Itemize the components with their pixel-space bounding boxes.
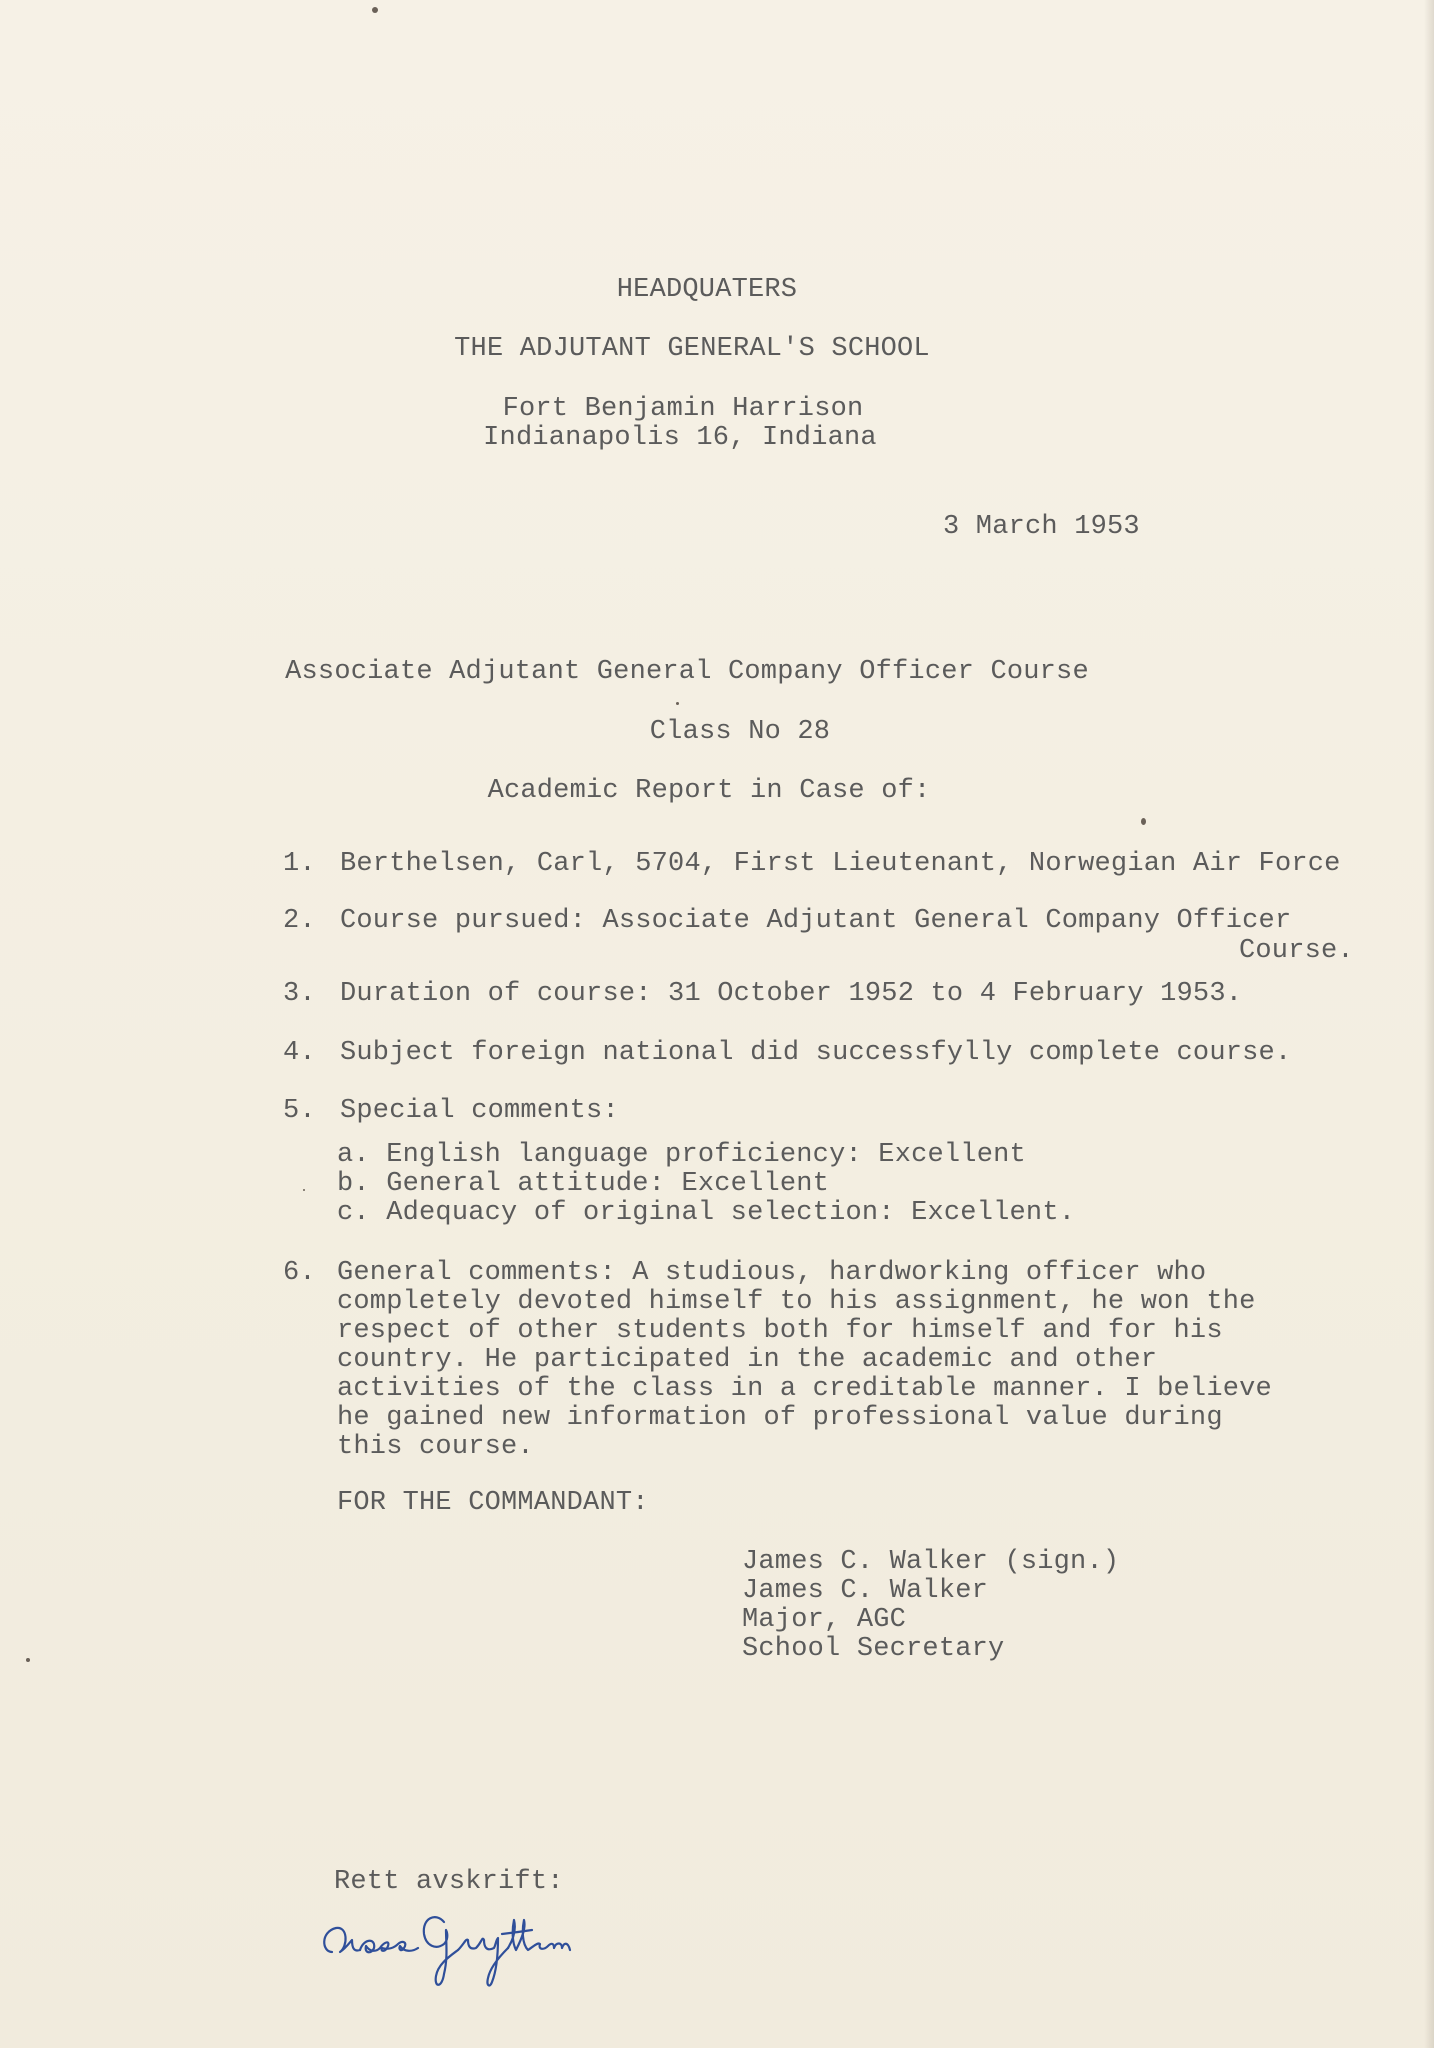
- item-number: 3.: [283, 979, 316, 1009]
- closing-line: FOR THE COMMANDANT:: [337, 1488, 649, 1518]
- signature-block-line: James C. Walker (sign.): [742, 1547, 1120, 1577]
- certification-label: Rett avskrift:: [334, 1867, 564, 1897]
- class-number: Class No 28: [649, 717, 831, 747]
- signature-block-line: School Secretary: [742, 1634, 1005, 1664]
- item-number: 1.: [283, 849, 316, 879]
- report-heading: Academic Report in Case of:: [487, 776, 931, 806]
- item-text: Subject foreign national did successfylly complete course.: [340, 1038, 1292, 1068]
- item-text: Duration of course: 31 October 1952 to 4 February 1953.: [340, 979, 1243, 1009]
- document-date: 3 March 1953: [943, 512, 1140, 542]
- item-text-continued: Course.: [1239, 936, 1354, 966]
- header-headquarters: HEADQUATERS: [616, 275, 798, 305]
- signature-block-line: James C. Walker: [742, 1576, 989, 1606]
- paper-speck: [26, 1658, 30, 1662]
- signature-block-line: Major, AGC: [742, 1605, 907, 1635]
- item-text: Special comments:: [340, 1096, 619, 1126]
- page-edge-shadow: [1424, 0, 1434, 2048]
- course-title: Associate Adjutant General Company Officer Course: [285, 657, 1089, 687]
- header-fort: Fort Benjamin Harrison: [502, 394, 864, 424]
- general-comments-line: General comments: A studious, hardworking officer who: [337, 1258, 1207, 1288]
- general-comments-line: completely devoted himself to his assignment, he won the: [337, 1287, 1256, 1317]
- paper-speck: [303, 1189, 305, 1191]
- header-city: Indianapolis 16, Indiana: [483, 423, 877, 453]
- item-number: 4.: [283, 1038, 316, 1068]
- item-text: Course pursued: Associate Adjutant General Company Officer: [340, 906, 1292, 936]
- special-comment: c. Adequacy of original selection: Excellent.: [337, 1198, 1076, 1228]
- item-number: 2.: [283, 906, 316, 936]
- special-comment: b. General attitude: Excellent: [337, 1169, 830, 1199]
- paper-speck: [676, 702, 679, 705]
- general-comments-line: this course.: [337, 1432, 534, 1462]
- special-comment: a. English language proficiency: Excellent: [337, 1140, 1026, 1170]
- header-school: THE ADJUTANT GENERAL'S SCHOOL: [454, 334, 930, 364]
- item-number: 6.: [283, 1258, 316, 1288]
- item-text: Berthelsen, Carl, 5704, First Lieutenant, Norwegian Air Force: [340, 849, 1341, 879]
- item-number: 5.: [283, 1096, 316, 1126]
- general-comments-line: activities of the class in a creditable manner. I believe: [337, 1374, 1272, 1404]
- paper-speck: [1141, 818, 1146, 825]
- general-comments-line: respect of other students both for himself and for his: [337, 1316, 1223, 1346]
- paper-speck: [372, 7, 378, 13]
- general-comments-line: he gained new information of professional value during: [337, 1403, 1223, 1433]
- general-comments-line: country. He participated in the academic and other: [337, 1345, 1158, 1375]
- handwritten-signature-icon: [318, 1898, 578, 2008]
